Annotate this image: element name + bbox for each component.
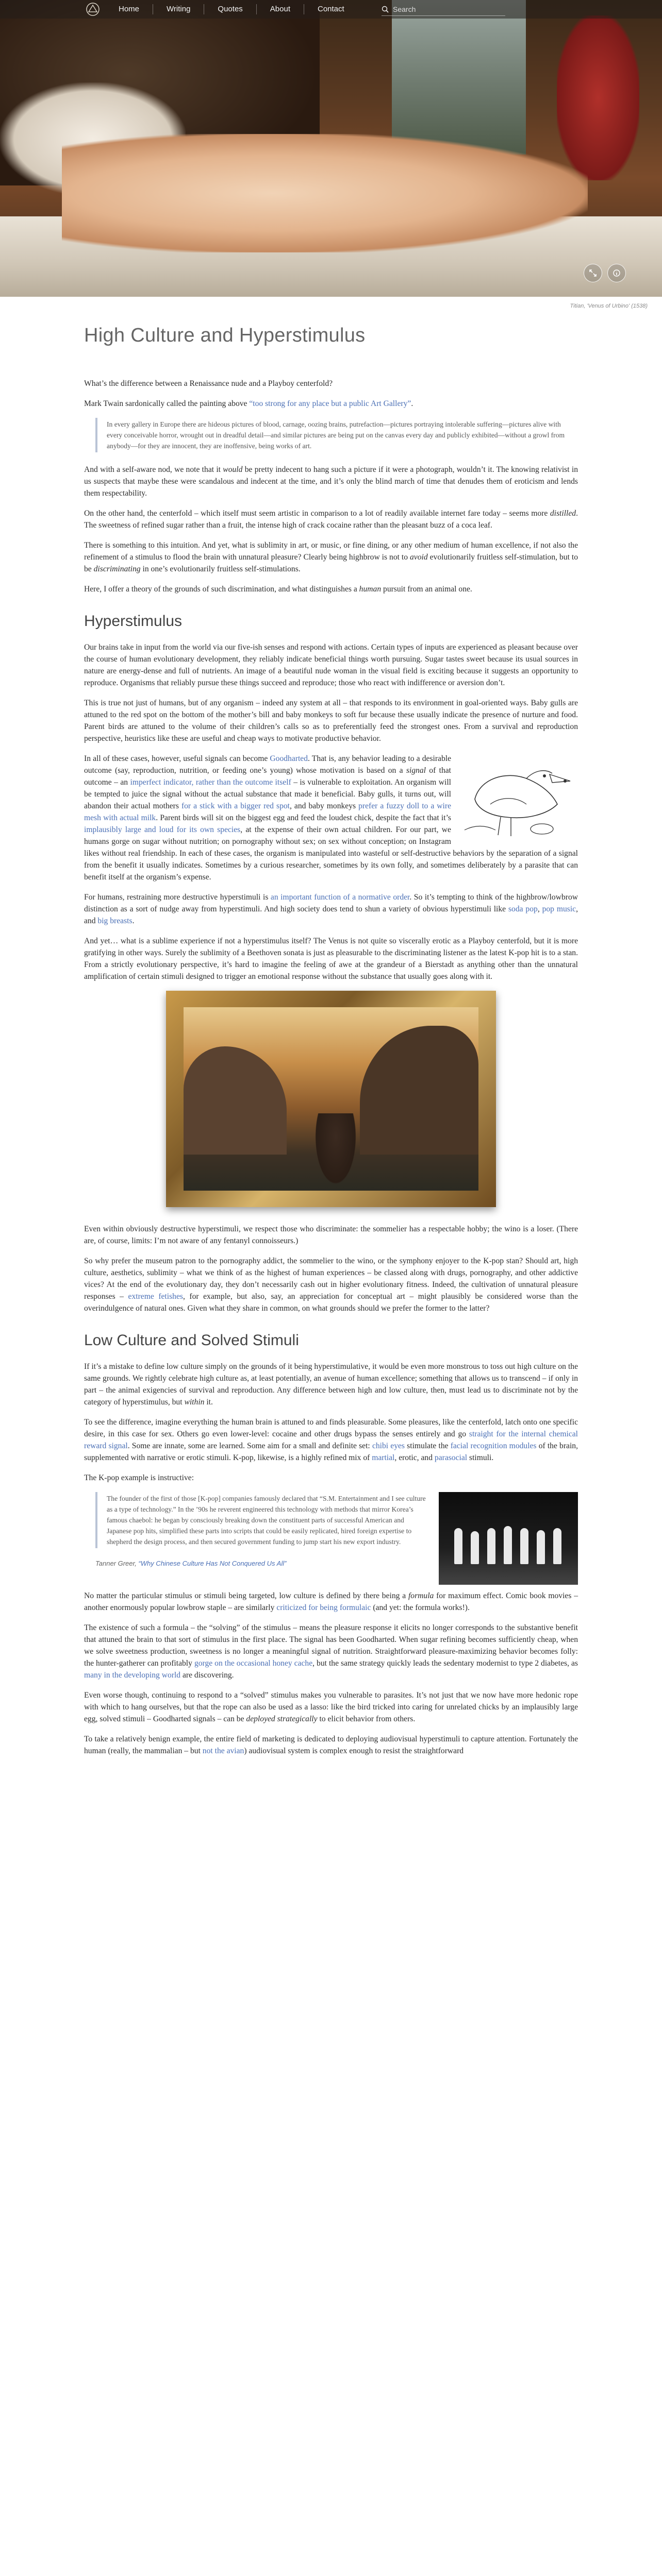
paragraph: To see the difference, imagine everything the human brain is attuned to and finds pleasurable. Some pleasures, like the centerfold, latch onto one specific desire, in this case for sex. Others go even lower-level: cocaine and other drugs bypass the senses entirely and go straight for the internal chemical reward signal. Some are innate, some are learned. Some aim for a small and definite set: chibi eyes stimulate the facial recognition modules of the brain, supplemented with narrative or erotic stimuli. K-pop, likewise, is a highly refined mix of martial, erotic, and parasocial stimuli.	[84, 1418, 578, 1462]
link[interactable]: imperfect indicator, rather than the outcome itself	[130, 778, 291, 787]
link[interactable]: parasocial	[434, 1453, 468, 1462]
link[interactable]: criticized for being formulaic	[276, 1603, 371, 1612]
link[interactable]: extreme fetishes	[128, 1292, 183, 1301]
paragraph: And yet… what is a sublime experience if not a hyperstimulus itself? The Venus is not quite so viscerally erotic as a Playboy centerfold, but it is more gratifying in other ways. Surely the sublimity of a Beethoven sonata is just as pleasurable to the discriminating listener as the latest K-pop hit is to a stan. From a strictly evolutionary perspective, it’s hard to imagine the feeling of awe at the grandeur of a Bierstadt as anything other than the unnatural amplification of certain stimuli designed to trigger an emotional response without the substance that usually goes along with it.	[84, 937, 578, 981]
section-heading: Hyperstimulus	[84, 613, 183, 630]
link[interactable]: big breasts	[97, 917, 133, 925]
hero-window	[392, 0, 526, 155]
link[interactable]: martial	[372, 1453, 395, 1462]
link[interactable]: facial recognition modules	[450, 1442, 537, 1450]
site-logo-icon[interactable]	[77, 0, 108, 19]
link[interactable]: implausibly large and loud for its own species	[84, 825, 241, 834]
link[interactable]: “Why Chinese Culture Has Not Conquered Us All”	[138, 1560, 287, 1567]
nav-quotes[interactable]: Quotes	[204, 4, 256, 14]
link[interactable]: not the avian	[202, 1747, 244, 1755]
paragraph: Our brains take in input from the world via our five-ish senses and respond with actions. Certain types of inputs are experienced as pleasant because over the course of human evolutionary development, they reliably indicate beneficial things worth pursuing. Sugar tastes sweet because its usual sources in nature are energy-dense and full of nutrients. An image of a beautiful nude woman in the visual field is exciting because it suggests an opportunity to reproduce. Organisms that reliably pursue these things succeed and reproduce; those who react with indifference or aversion don’t.	[84, 643, 578, 687]
link[interactable]: for a stick with a bigger red spot	[181, 802, 290, 810]
nav-writing[interactable]: Writing	[153, 4, 204, 14]
bierstadt-figure	[84, 991, 578, 1210]
paragraph: The K-pop example is instructive:	[84, 1473, 194, 1482]
search-input[interactable]	[392, 5, 497, 14]
link[interactable]: pop music	[542, 905, 576, 913]
viewer-silhouette	[312, 1113, 359, 1191]
quote-attribution: Tanner Greer, “Why Chinese Culture Has Not Conquered Us All”	[95, 1560, 287, 1567]
paragraph: In all of these cases, however, useful signals can become Goodharted. That is, any behavior leading to a desirable outcome (say, reproduction, nutrition, or feeding one’s young) whose motivation is based on a signal of that outcome – an imperfect indicator, rather than the outcome itself – is vulnerable to exploitation. An organism will be tempted to juice the signal without the actual substance that made it beneficial. Baby gulls, it turns out, will abandon their actual mothers for a stick with a bigger red spot, and baby monkeys prefer a fuzzy doll to a wire mesh with actual milk. Parent birds will sit on the biggest egg and feed the loudest chick, despite the fact that it’s implausibly large and loud for its own species, at the expense of their own actual children. For our part, we humans gorge on sugar without nutrition; on pornography without sex; on sex without conception; on Instagram likes without real friendship. In each of these cases, the organism is manipulated into wasteful or self-destructive behaviors by the separation of a signal from the benefit it usually indicates. Sometimes by a curious researcher, sometimes by its own folly, and sometimes deliberately by a parasite that can benefit itself at the organism’s expense.	[84, 754, 578, 882]
paragraph: So why prefer the museum patron to the pornography addict, the sommelier to the wino, or the symphony enjoyer to the K-pop stan? Should art, high culture, aesthetics, sublimity – what we think of as the highest of human experiences – be classed along with drugs, pornography, and other addictive vices? At the end of the evolutionary day, they don’t necessarily cash out in higher evolutionary fitness. Indeed, the cultivation of unnatural pleasure responses – extreme fetishes, for example, but also, say, an appreciation for conceptual art – might plausibly be considered worse than the overindulgence of natural ones. Given what they share in common, on what grounds should we prefer the former to the latter?	[84, 1257, 578, 1313]
link[interactable]: gorge on the occasional honey cache	[194, 1659, 313, 1668]
paragraph: What’s the difference between a Renaissance nude and a Playboy centerfold?	[84, 379, 333, 388]
blockquote: The founder of the first of those [K-pop] companies famously declared that “S.M. Entertainment and I see culture as a type of technology.” In the ’90s he reverent engineered this technology with methods that mirror Korea’s famous chaebol: he began by consciously breaking down the constituent parts of successful American and Japanese pop hits, simplified these parts into scripts that could be easily replicated, hired foreign expertise to shepherd the design process, and then secured government funding to jump start his new export industry.	[95, 1492, 578, 1548]
link[interactable]: many in the developing world	[84, 1671, 181, 1680]
paragraph: If it’s a mistake to define low culture simply on the grounds of it being hyperstimulative, it would be even more monstrous to toss out high culture on the same grounds. We rightly celebrate high culture as, at least potentially, an avenue of human excellence; something that allows us to transcend – if only in part – the animal exigencies of survival and reproduction. Any difference between high and low culture, then, must lead us to discriminate not by the category of hyperstimulus, but within it.	[84, 1362, 578, 1406]
paragraph: The existence of such a formula – the “solving” of the stimulus – means the pleasure response it elicits no longer corresponds to the substantive benefit that attuned the brain to that sort of stimulus in the first place. The signal has been Goodharted. When sugar refining becomes sufficiently cheap, when we solve sweetness production, sweetness is no longer a meaningful signal of nutrition. Straightforward pleasure-maximizing behavior becomes folly: the hunter-gatherer can profitably gorge on the occasional honey cache, but the same strategy quickly leads the sedentary modernist to type 2 diabetes, as many in the developing world are discovering.	[84, 1623, 578, 1680]
nav-menu	[119, 0, 358, 19]
search-box	[382, 3, 505, 16]
paragraph: No matter the particular stimulus or stimuli being targeted, low culture is defined by there being a formula for maximum effect. Comic book movies – another enormously popular lowbrow staple – are similarly criticized for being formulaic (and yet: the formula works!).	[84, 1591, 578, 1612]
paragraph: And with a self-aware nod, we note that it would be pretty indecent to hang such a picture if it were a photograph, wouldn’t it. The knowing relativist in us suspects that maybe these were scandalous and indecent at the time, and it’s only the blind march of time that denudes them of eroticism and lends them respectability.	[84, 465, 578, 498]
gilded-frame	[166, 991, 496, 1207]
paragraph: To take a relatively benign example, the entire field of marketing is dedicated to deploying audiovisual hyperstimuli to capture attention. Fortunately the human (really, the mammalian – but not the avian) audiovisual system is complex enough to resist the straightforward	[84, 1735, 578, 1755]
paragraph: On the other hand, the centerfold – which itself must seem artistic in comparison to a lot of readily available internet fare today – seems more distilled. The sweetness of refined sugar rather than a fruit, the intense high of crack cocaine rather than the pleasant buzz of a coca leaf.	[84, 509, 578, 530]
hero-reclining-figure	[62, 134, 588, 252]
hero-image	[0, 0, 662, 297]
paragraph: Here, I offer a theory of the grounds of such discrimination, and what distinguishes a human pursuit from an animal one.	[84, 585, 472, 594]
kpop-photo	[439, 1492, 578, 1585]
top-navigation	[0, 0, 662, 19]
search-icon[interactable]	[382, 6, 389, 13]
blockquote: In every gallery in Europe there are hideous pictures of blood, carnage, oozing brains, putrefaction—pictures portraying intolerable suffering—pictures alive with every conceivable horror, wrought out in dreadful detail—and similar pictures are being put on the canvas every day and publicly exhibited—without a growl from anybody—for they are innocent, they are inoffensive, being works of art.	[95, 418, 578, 452]
paragraph: Even within obviously destructive hyperstimuli, we respect those who discriminate: the sommelier has a respectable hobby; the wino is a loser. (There are, of course, limits: I’m not aware of any fentanyl connoisseurs.)	[84, 1225, 578, 1245]
nav-home[interactable]: Home	[119, 4, 153, 14]
landscape-painting	[184, 1007, 478, 1191]
hero-controls	[584, 264, 626, 282]
link[interactable]: soda pop	[508, 905, 538, 913]
paragraph: For humans, restraining more destructive hyperstimuli is an important function of a normative order. So it’s tempting to think of the highbrow/lowbrow distinction as a sort of nudge away from hyperstimuli. And high society does tend to shun a variety of obvious hyperstimuli like soda pop, pop music, and big breasts.	[84, 893, 578, 925]
page-title: High Culture and Hyperstimulus	[84, 325, 366, 346]
nav-about[interactable]: About	[257, 4, 304, 14]
info-icon[interactable]	[607, 264, 626, 282]
link[interactable]: an important function of a normative order	[270, 893, 410, 902]
link[interactable]: “too strong for any place but a public Art Gallery”	[249, 399, 411, 408]
link[interactable]: chibi eyes	[372, 1442, 405, 1450]
link[interactable]: straight for the internal chemical reward signal	[84, 1430, 578, 1450]
section-heading: Low Culture and Solved Stimuli	[84, 1332, 299, 1349]
paragraph: There is something to this intuition. And yet, what is sublimity in art, or music, or fine dining, or any other medium of human excellence, if not also the refinement of a stimulus to flood the brain with unnatural pleasure? Clearly being highbrow is not to avoid evolutionarily fruitless self-stimulation, but to be discriminating in one’s evolutionarily fruitless self-stimulations.	[84, 541, 578, 573]
nav-contact[interactable]: Contact	[318, 5, 344, 13]
link[interactable]: prefer a fuzzy doll to a wire mesh with actual milk	[84, 802, 451, 822]
link[interactable]: Goodharted	[270, 754, 308, 763]
article	[84, 325, 578, 1765]
expand-icon[interactable]	[584, 264, 602, 282]
hero-caption: Titian, 'Venus of Urbino' (1538)	[570, 303, 648, 309]
gull-illustration	[459, 753, 578, 840]
paragraph: Even worse though, continuing to respond to a “solved” stimulus makes you vulnerable to parasites. It’s not just that we now have more hedonic rope with which to hang ourselves, but that the rope can also be used as a lasso: like the bird tricked into caring for unrelated chicks by an implausibly large egg, solved stimuli – Goodharted signals – can be deployed strategically to elicit behavior from others.	[84, 1691, 578, 1723]
paragraph: Mark Twain sardonically called the painting above “too strong for any place but a public Art Gallery”.	[84, 399, 413, 408]
paragraph: This is true not just of humans, but of any organism – indeed any system at all – that responds to its environment in goal-oriented ways. Baby gulls are attuned to the red spot on the bottom of the mother’s bill and baby monkeys to soft fur because these usually indicate the presence of nurture and food. Parent birds are attuned to the volume of their children’s calls so as to preferentially feed the strongest ones. From a survival and reproduction perspective, heuristics like these are useful and cheap ways to motivate productive behavior.	[84, 699, 578, 743]
